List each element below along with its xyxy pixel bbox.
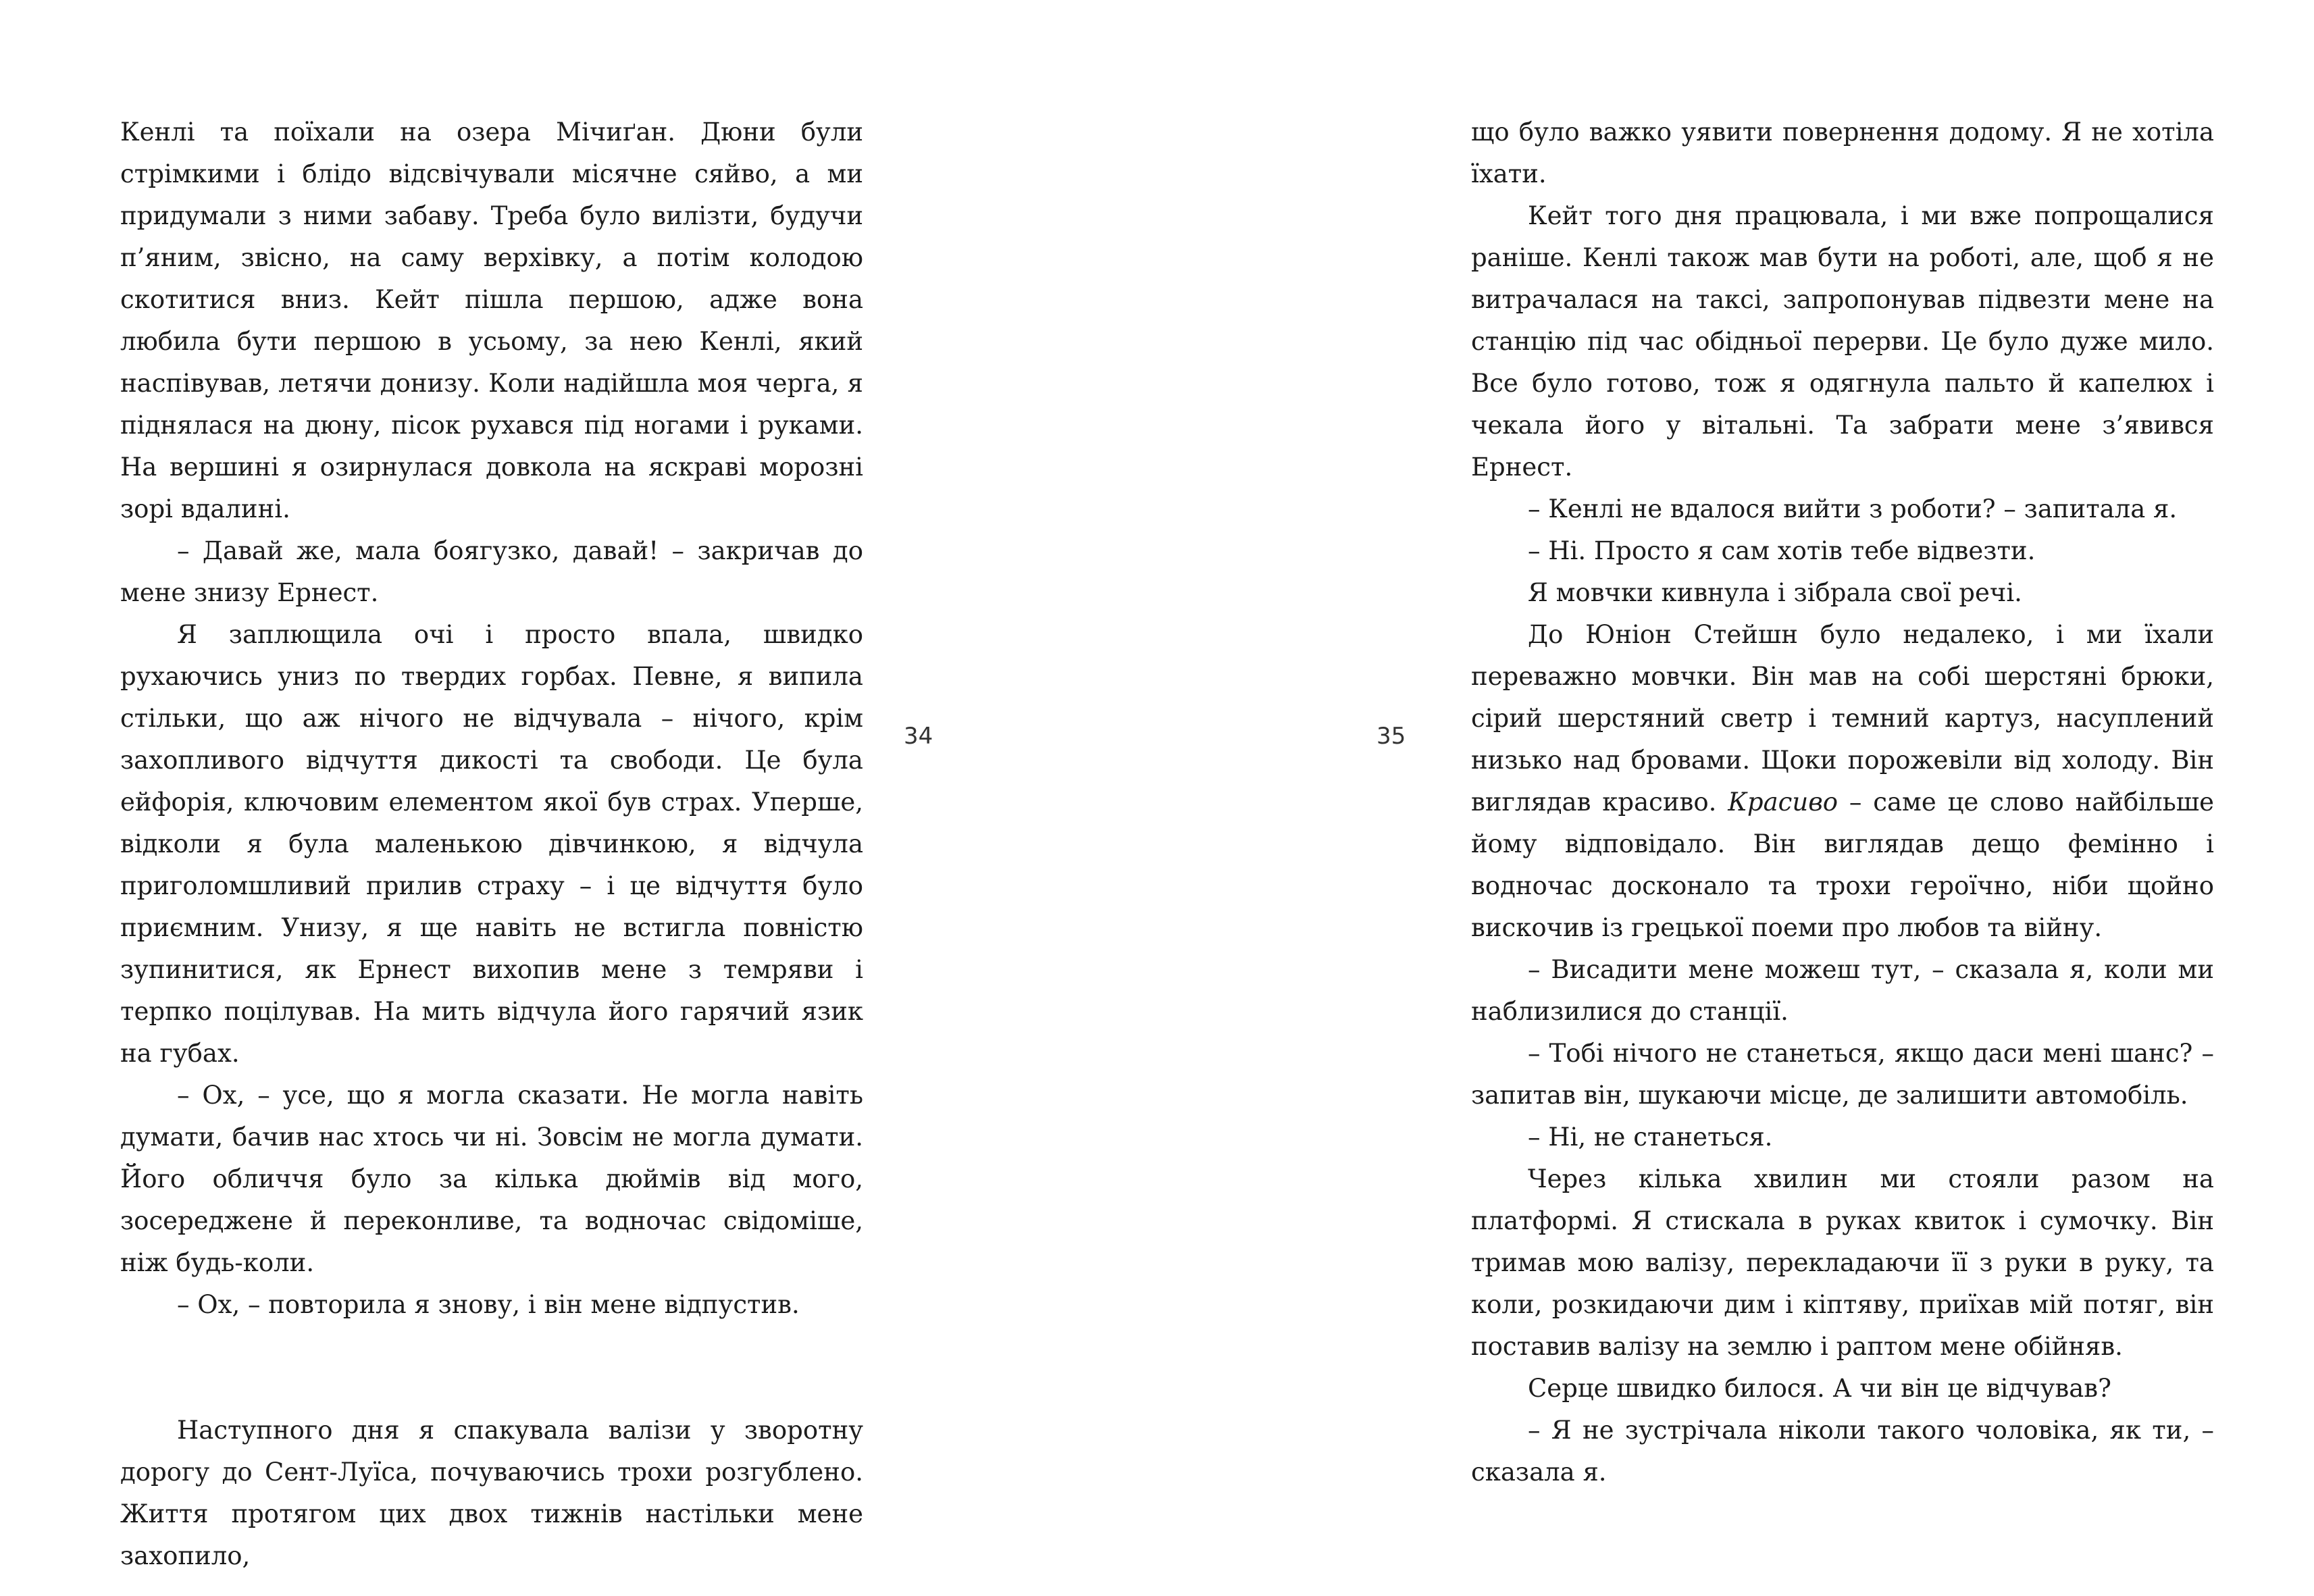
paragraph: Я мовчки кивнула і зібрала свої речі. (1528, 578, 2022, 607)
paragraph: – Висадити мене можеш тут, – сказала я, коли ми наблизилися до станції. (1471, 955, 2214, 1026)
right-page (1157, 0, 2314, 1596)
paragraph: Кенлі та поїхали на озера Мічиґан. Дюни були стрімкими і блідо відсвічували місячне сяйво, а ми придумали з ними забаву. Треба було вилізти, будучи п’яним, звісно, на саму верхівку, а потім колодою скотитися вниз. Кейт пішла першою, адже вона любила бути першою в усьому, за нею Кенлі, який наспівував, летячи донизу. Коли надійшла моя черга, я піднялася на дюну, пісок рухався під ногами і руками. На вершині я озирнулася довкола на яскраві морозні зорі вдалині. (120, 118, 863, 523)
paragraph: Кейт того дня працювала, і ми вже попрощалися раніше. Кенлі також мав бути на роботі, але, щоб я не витрачалася на таксі, запропонував підвезти мене на станцію під час обідньої перерви. Це було дуже мило. Все було готово, тож я одягнула пальто й капелюх і чекала його у вітальні. Та забрати мене з’явився Ернест. (1471, 201, 2214, 482)
paragraph-text: До Юніон Стейшн було недалеко, і ми їхали переважно мовчки. Він мав на собі шерстяні брюки, сірий шерстяний светр і темний картуз, насуплений низько над бровами. Щоки порожевіли від холоду. Він виглядав красиво. (1471, 620, 2214, 817)
page-number: 35 (1377, 723, 1406, 750)
paragraph (1471, 614, 2214, 949)
paragraph-text: – саме це слово найбільше йому відповідало. Він виглядав дещо фемінно і водночас досконало та трохи героїчно, ніби щойно вискочив із грецької поеми про любов та війну. (1471, 788, 2215, 942)
paragraph: – Ні, не станеться. (1528, 1123, 1773, 1152)
paragraph: Наступного дня я спакувала валізи у зворотну дорогу до Сент-Луїса, почуваючись трохи розгублено. Життя протягом цих двох тижнів настільки мене захопило, (120, 1416, 863, 1570)
left-text-column (120, 111, 863, 1577)
paragraph: – Я не зустрічала ніколи такого чоловіка, як ти, – сказала я. (1471, 1416, 2214, 1487)
paragraph: – Кенлі не вдалося вийти з роботи? – запитала я. (1528, 494, 2178, 523)
right-text-column (1471, 111, 2214, 1493)
paragraph: що було важко уявити повернення додому. Я не хотіла їхати. (1471, 118, 2214, 188)
paragraph: Я заплющила очі і просто впала, швидко рухаючись униз по твердих горбах. Певне, я випила стільки, що аж нічого не відчувала – нічого, крім захопливого відчуття дикості та свободи. Це була ейфорія, ключовим елементом якої був страх. Уперше, відколи я була маленькою дівчинкою, я відчула приголомшливий прилив страху – і це відчуття було приємним. Унизу, я ще навіть не встигла повністю зупинитися, як Ернест вихопив мене з темряви і терпко поцілував. На мить відчула його гарячий язик на губах. (120, 620, 863, 1068)
paragraph: Серце швидко билося. А чи він це відчував? (1528, 1374, 2111, 1403)
paragraph: – Ох, – повторила я знову, і він мене відпустив. (177, 1290, 800, 1319)
paragraph: – Давай же, мала боягузко, давай! – закричав до мене знизу Ернест. (120, 536, 863, 607)
paragraph: Через кілька хвилин ми стояли разом на платформі. Я стискала в руках квиток і сумочку. Він тримав мою валізу, перекладаючи її з руки в руку, та коли, розкидаючи дим і кіптяву, приїхав мій потяг, він поставив валізу на землю і раптом мене обійняв. (1471, 1164, 2214, 1361)
page-number: 34 (904, 723, 933, 750)
paragraph: – Ох, – усе, що я могла сказати. Не могла навіть думати, бачив нас хтось чи ні. Зовсім не могла думати. Його обличчя було за кілька дюймів від мого, зосереджене й переконливе, та водночас свідоміше, ніж будь-коли. (120, 1081, 863, 1277)
italic-word: Красиво (1728, 788, 1839, 817)
paragraph: – Ні. Просто я сам хотів тебе відвезти. (1528, 536, 2036, 565)
paragraph: – Тобі нічого не станеться, якщо даси мені шанс? – запитав він, шукаючи місце, де залишити автомобіль. (1471, 1039, 2214, 1110)
